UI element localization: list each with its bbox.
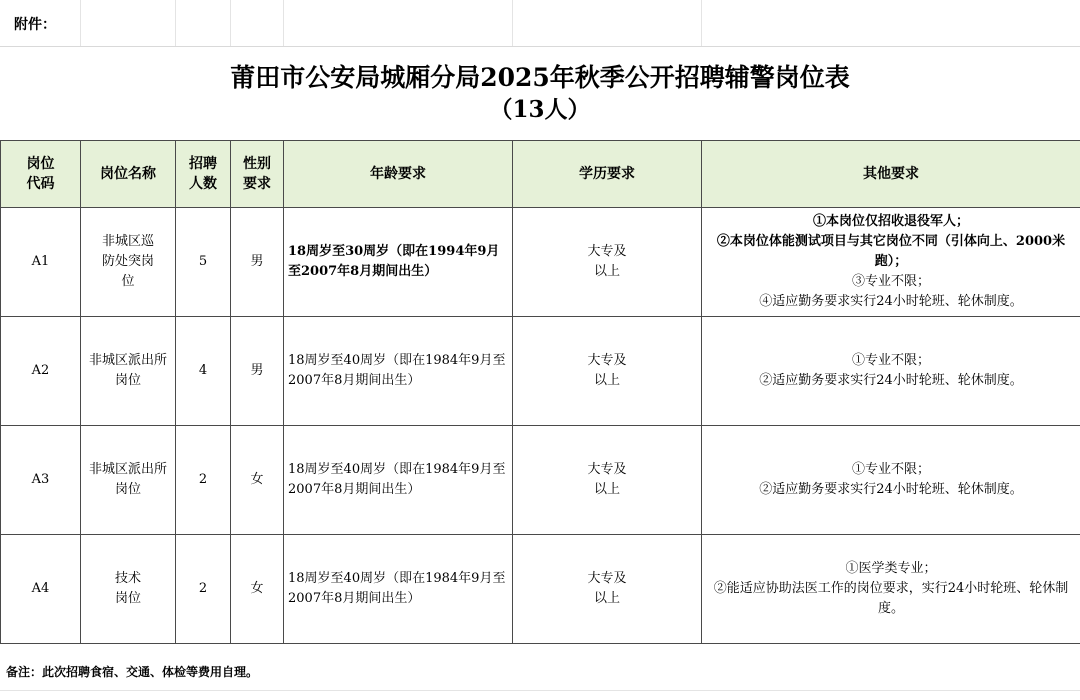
cell-age: 18周岁至30周岁（即在1994年9月至2007年8月期间出生） [284, 208, 513, 317]
cell-age: 18周岁至40周岁（即在1984年9月至2007年8月期间出生） [284, 317, 513, 426]
cell-other [702, 208, 1080, 317]
cell-gender: 男 [231, 317, 284, 426]
header-education: 学历要求 [513, 141, 702, 208]
requirement-line: ④适应勤务要求实行24小时轮班、轮休制度。 [759, 294, 1023, 309]
requirement-line: ②本岗位体能测试项目与其它岗位不同（引体向上、2000米跑）； [716, 234, 1066, 269]
requirement-line: ②适应勤务要求实行24小时轮班、轮休制度。 [759, 482, 1023, 497]
cell-code: A4 [1, 535, 81, 644]
requirement-line: ①专业不限； [851, 462, 930, 477]
grid-line [283, 0, 284, 46]
requirement-line: ②适应勤务要求实行24小时轮班、轮休制度。 [759, 373, 1023, 388]
footnote: 备注：此次招聘食宿、交通、体检等费用自理。 [6, 665, 259, 679]
cell-gender: 女 [231, 426, 284, 535]
header-code: 岗位代码 [1, 141, 81, 208]
cell-code: A3 [1, 426, 81, 535]
cell-age: 18周岁至40周岁（即在1984年9月至2007年8月期间出生） [284, 426, 513, 535]
page-subtitle: （13人） [489, 96, 591, 123]
title-area [0, 46, 1080, 141]
table-header-row [1, 141, 1080, 208]
cell-name: 技术岗位 [81, 535, 176, 644]
cell-name: 非城区巡防处突岗位 [81, 208, 176, 317]
grid-line [80, 0, 81, 46]
cell-count: 2 [176, 426, 231, 535]
grid-line [701, 0, 702, 46]
cell-count: 5 [176, 208, 231, 317]
cell-other [702, 317, 1080, 426]
table-row [1, 426, 1080, 535]
cell-education: 大专及以上 [513, 208, 702, 317]
table-row [1, 535, 1080, 644]
positions-table [0, 140, 1080, 644]
table-row [1, 208, 1080, 317]
cell-other [702, 535, 1080, 644]
cell-name: 非城区派出所岗位 [81, 426, 176, 535]
header-name: 岗位名称 [81, 141, 176, 208]
cell-gender: 男 [231, 208, 284, 317]
cell-education: 大专及以上 [513, 317, 702, 426]
grid-line [230, 0, 231, 46]
cell-education: 大专及以上 [513, 535, 702, 644]
header-count: 招聘人数 [176, 141, 231, 208]
requirement-line: ①本岗位仅招收退役军人； [812, 214, 969, 229]
page-title: 莆田市公安局城厢分局2025年秋季公开招聘辅警岗位表 [230, 63, 850, 92]
attachment-label: 附件： [14, 17, 56, 33]
requirement-line: ①医学类专业； [845, 561, 937, 576]
requirement-line: ③专业不限； [851, 274, 930, 289]
requirement-line: ①专业不限； [851, 353, 930, 368]
grid-line [0, 690, 1080, 691]
spreadsheet-grid-top [0, 0, 1080, 46]
cell-education: 大专及以上 [513, 426, 702, 535]
header-gender: 性别要求 [231, 141, 284, 208]
cell-other [702, 426, 1080, 535]
requirement-line: ②能适应协助法医工作的岗位要求，实行24小时轮班、轮休制度。 [713, 581, 1069, 616]
header-other: 其他要求 [702, 141, 1080, 208]
cell-code: A2 [1, 317, 81, 426]
table-row [1, 317, 1080, 426]
cell-name: 非城区派出所岗位 [81, 317, 176, 426]
cell-count: 4 [176, 317, 231, 426]
header-age: 年龄要求 [284, 141, 513, 208]
cell-code: A1 [1, 208, 81, 317]
cell-age: 18周岁至40周岁（即在1984年9月至2007年8月期间出生） [284, 535, 513, 644]
grid-line [175, 0, 176, 46]
cell-count: 2 [176, 535, 231, 644]
cell-gender: 女 [231, 535, 284, 644]
grid-line [512, 0, 513, 46]
